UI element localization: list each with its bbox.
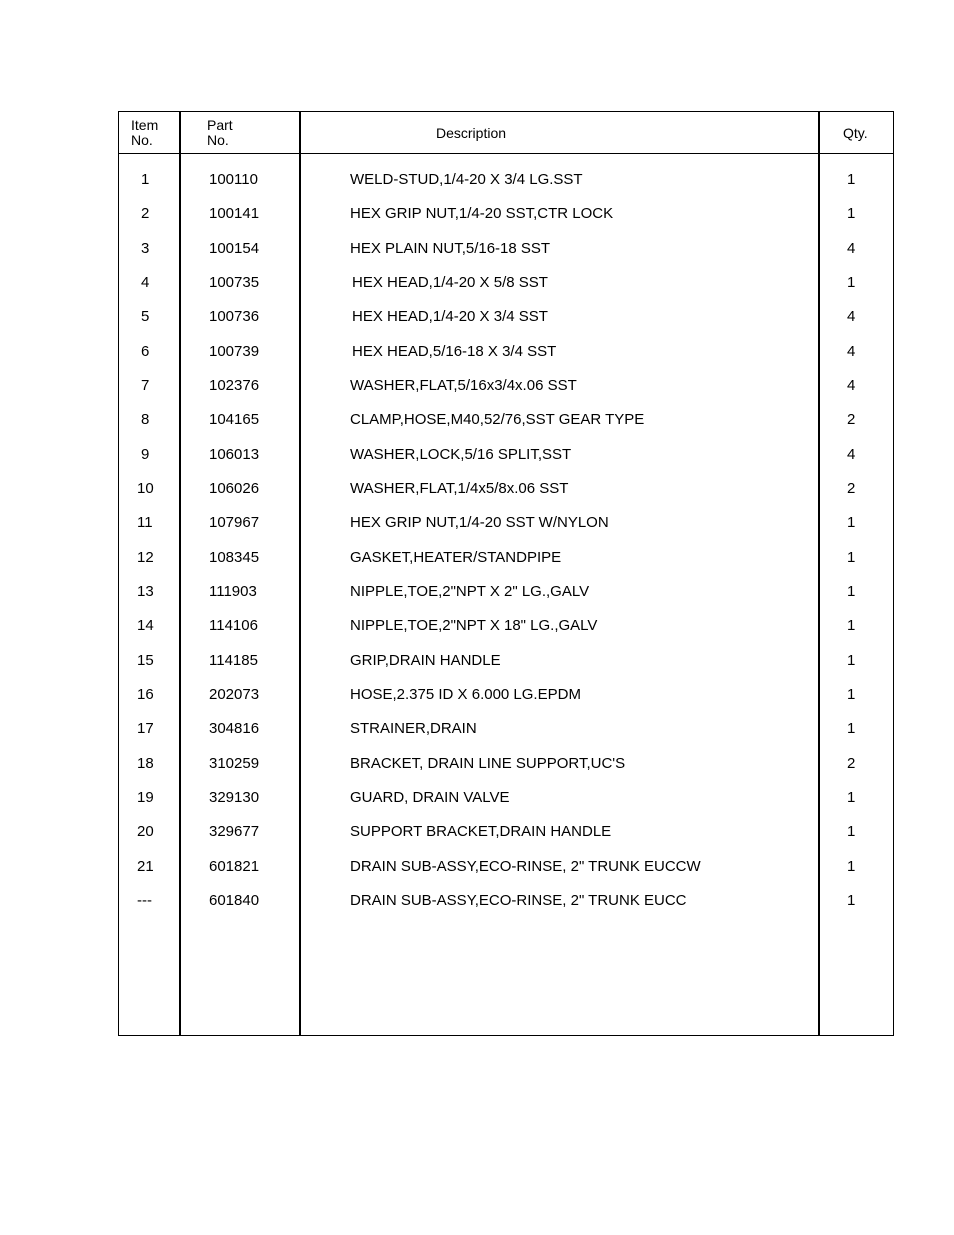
description-cell: HEX HEAD,1/4-20 X 3/4 SST bbox=[352, 308, 548, 325]
part-number-cell: 329130 bbox=[209, 789, 260, 806]
description-cell: BRACKET, DRAIN LINE SUPPORT,UC'S bbox=[350, 755, 626, 772]
part-number-cell: 100110 bbox=[209, 171, 258, 188]
quantity-cell: 1 bbox=[847, 892, 856, 909]
header-part-no: Part No. bbox=[207, 117, 233, 148]
table-row bbox=[119, 857, 895, 877]
part-number-cell: 106026 bbox=[209, 480, 260, 497]
quantity-cell: 4 bbox=[847, 377, 856, 394]
quantity-cell: 1 bbox=[847, 686, 856, 703]
item-number-cell: 6 bbox=[141, 343, 150, 360]
quantity-cell: 1 bbox=[847, 205, 856, 222]
item-number-cell: 11 bbox=[137, 514, 153, 531]
item-number-cell: 7 bbox=[141, 377, 150, 394]
part-number-cell: 304816 bbox=[209, 720, 260, 737]
header-item-no: Item No. bbox=[131, 117, 159, 148]
part-number-cell: 104165 bbox=[209, 411, 260, 428]
quantity-cell: 1 bbox=[847, 549, 856, 566]
item-number-cell: 1 bbox=[141, 171, 150, 188]
header-qty: Qty. bbox=[843, 125, 868, 141]
part-number-cell: 102376 bbox=[209, 377, 260, 394]
quantity-cell: 1 bbox=[847, 720, 856, 737]
table-row bbox=[119, 376, 895, 396]
part-number-cell: 111903 bbox=[209, 583, 257, 600]
part-number-cell: 106013 bbox=[209, 446, 260, 463]
table-row bbox=[119, 410, 895, 430]
item-number-cell: 2 bbox=[141, 205, 150, 222]
description-cell: HEX GRIP NUT,1/4-20 SST,CTR LOCK bbox=[350, 205, 614, 222]
part-number-cell: 310259 bbox=[209, 755, 260, 772]
quantity-cell: 1 bbox=[847, 789, 856, 806]
table-row bbox=[119, 685, 895, 705]
description-cell: SUPPORT BRACKET,DRAIN HANDLE bbox=[350, 823, 612, 840]
parts-list-table bbox=[118, 111, 894, 1036]
quantity-cell: 4 bbox=[847, 240, 856, 257]
description-cell: DRAIN SUB-ASSY,ECO-RINSE, 2" TRUNK EUCC bbox=[350, 892, 687, 909]
table-row bbox=[119, 342, 895, 362]
item-number-cell: --- bbox=[137, 892, 152, 909]
item-number-cell: 17 bbox=[137, 720, 154, 737]
quantity-cell: 4 bbox=[847, 308, 856, 325]
item-number-cell: 21 bbox=[137, 858, 154, 875]
quantity-cell: 4 bbox=[847, 343, 856, 360]
part-number-cell: 114185 bbox=[209, 652, 258, 669]
item-number-cell: 13 bbox=[137, 583, 154, 600]
item-number-cell: 8 bbox=[141, 411, 150, 428]
description-cell: HEX PLAIN NUT,5/16-18 SST bbox=[350, 240, 551, 257]
quantity-cell: 1 bbox=[847, 617, 856, 634]
part-number-cell: 114106 bbox=[209, 617, 258, 634]
table-row bbox=[119, 273, 895, 293]
description-cell: HEX GRIP NUT,1/4-20 SST W/NYLON bbox=[350, 514, 609, 531]
table-row bbox=[119, 651, 895, 671]
table-row bbox=[119, 754, 895, 774]
table-row bbox=[119, 239, 895, 259]
quantity-cell: 4 bbox=[847, 446, 856, 463]
description-cell: GUARD, DRAIN VALVE bbox=[350, 789, 510, 806]
part-number-cell: 108345 bbox=[209, 549, 260, 566]
table-row bbox=[119, 719, 895, 739]
quantity-cell: 1 bbox=[847, 583, 856, 600]
table-row bbox=[119, 582, 895, 602]
description-cell: HEX HEAD,5/16-18 X 3/4 SST bbox=[352, 343, 557, 360]
quantity-cell: 2 bbox=[847, 755, 856, 772]
item-number-cell: 3 bbox=[141, 240, 150, 257]
part-number-cell: 100735 bbox=[209, 274, 260, 291]
table-row bbox=[119, 204, 895, 224]
item-number-cell: 18 bbox=[137, 755, 154, 772]
item-number-cell: 10 bbox=[137, 480, 154, 497]
header-divider bbox=[119, 153, 893, 154]
item-number-cell: 4 bbox=[141, 274, 150, 291]
description-cell: HEX HEAD,1/4-20 X 5/8 SST bbox=[352, 274, 548, 291]
description-cell: GRIP,DRAIN HANDLE bbox=[350, 652, 501, 669]
description-cell: NIPPLE,TOE,2"NPT X 2" LG.,GALV bbox=[350, 583, 590, 600]
table-row bbox=[119, 788, 895, 808]
table-row bbox=[119, 307, 895, 327]
description-cell: NIPPLE,TOE,2"NPT X 18" LG.,GALV bbox=[350, 617, 598, 634]
quantity-cell: 1 bbox=[847, 858, 856, 875]
quantity-cell: 2 bbox=[847, 480, 856, 497]
item-number-cell: 14 bbox=[137, 617, 154, 634]
item-number-cell: 16 bbox=[137, 686, 154, 703]
description-cell: WASHER,FLAT,5/16x3/4x.06 SST bbox=[350, 377, 577, 394]
part-number-cell: 100154 bbox=[209, 240, 260, 257]
quantity-cell: 1 bbox=[847, 171, 856, 188]
part-number-cell: 100739 bbox=[209, 343, 260, 360]
part-number-cell: 100736 bbox=[209, 308, 260, 325]
part-number-cell: 107967 bbox=[209, 514, 260, 531]
item-number-cell: 5 bbox=[141, 308, 150, 325]
table-row bbox=[119, 891, 895, 911]
item-number-cell: 20 bbox=[137, 823, 154, 840]
description-cell: WASHER,FLAT,1/4x5/8x.06 SST bbox=[350, 480, 569, 497]
table-row bbox=[119, 616, 895, 636]
quantity-cell: 1 bbox=[847, 514, 856, 531]
description-cell: CLAMP,HOSE,M40,52/76,SST GEAR TYPE bbox=[350, 411, 645, 428]
table-row bbox=[119, 479, 895, 499]
header-description: Description bbox=[436, 125, 507, 141]
description-cell: GASKET,HEATER/STANDPIPE bbox=[350, 549, 562, 566]
quantity-cell: 1 bbox=[847, 823, 856, 840]
table-row bbox=[119, 548, 895, 568]
item-number-cell: 15 bbox=[137, 652, 154, 669]
table-row bbox=[119, 513, 895, 533]
description-cell: STRAINER,DRAIN bbox=[350, 720, 477, 737]
part-number-cell: 601840 bbox=[209, 892, 260, 909]
item-number-cell: 9 bbox=[141, 446, 150, 463]
quantity-cell: 2 bbox=[847, 411, 856, 428]
part-number-cell: 100141 bbox=[209, 205, 260, 222]
quantity-cell: 1 bbox=[847, 274, 856, 291]
description-cell: WASHER,LOCK,5/16 SPLIT,SST bbox=[350, 446, 572, 463]
item-number-cell: 19 bbox=[137, 789, 154, 806]
description-cell: DRAIN SUB-ASSY,ECO-RINSE, 2" TRUNK EUCCW bbox=[350, 858, 701, 875]
quantity-cell: 1 bbox=[847, 652, 856, 669]
table-row bbox=[119, 822, 895, 842]
table-row bbox=[119, 170, 895, 190]
part-number-cell: 202073 bbox=[209, 686, 260, 703]
description-cell: HOSE,2.375 ID X 6.000 LG.EPDM bbox=[350, 686, 581, 703]
part-number-cell: 329677 bbox=[209, 823, 260, 840]
item-number-cell: 12 bbox=[137, 549, 154, 566]
description-cell: WELD-STUD,1/4-20 X 3/4 LG.SST bbox=[350, 171, 583, 188]
part-number-cell: 601821 bbox=[209, 858, 260, 875]
table-row bbox=[119, 445, 895, 465]
